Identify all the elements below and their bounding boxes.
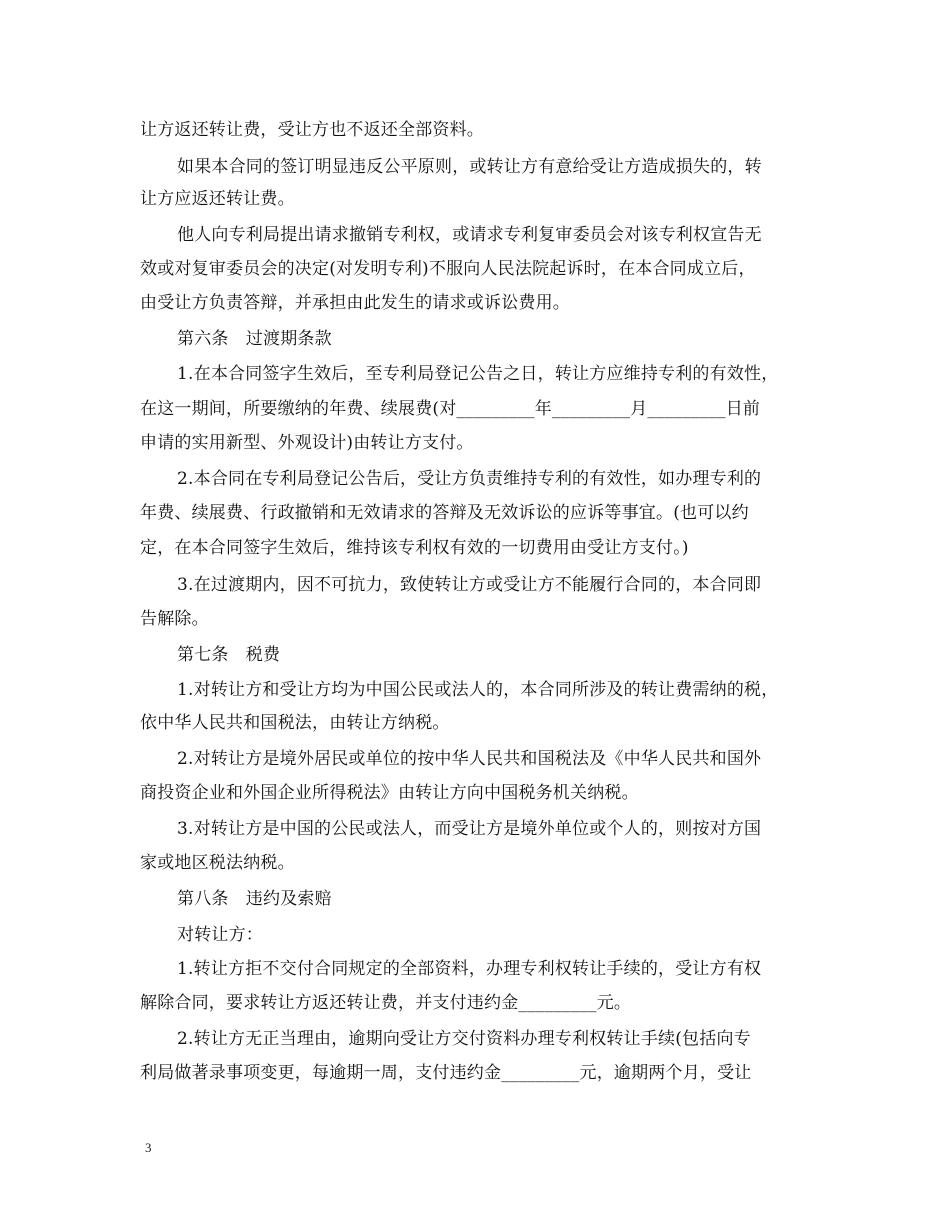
text-line: 效或对复审委员会的决定(对发明专利)不服向人民法院起诉时，在本合同成立后， [140,259,756,279]
text-line: 家或地区税法纳税。 [140,853,295,873]
text-line: 让方应返还转让费。 [140,189,295,209]
text-line: 依中华人民共和国税法，由转让方纳税。 [140,713,450,733]
text-line: 让方返还转让费，受让方也不返还全部资料。 [140,120,484,140]
text-line: 告解除。 [140,609,209,629]
section-heading: 第八条 违约及索赔 [177,889,332,909]
text-line: 1.在本合同签字生效后，至专利局登记公告之日，转让方应维持专利的有效性， [177,364,779,384]
section-heading: 第七条 税费 [177,645,281,665]
text-line: 对转让方： [177,925,263,945]
section-heading: 第六条 过渡期条款 [177,329,332,349]
text-line: 如果本合同的签订明显违反公平原则，或转让方有意给受让方造成损失的，转 [177,157,762,177]
text-line: 2.本合同在专利局登记公告后，受让方负责维持专利的有效性，如办理专利的 [177,469,762,489]
text-line: 利局做著录事项变更，每逾期一周，支付违约金_________元，逾期两个月，受让 [140,1063,752,1083]
text-line: 解除合同，要求转让方返还转让费，并支付违约金_________元。 [140,993,632,1013]
text-line: 3.对转让方是中国的公民或法人，而受让方是境外单位或个人的，则按对方国 [177,819,762,839]
text-line: 年费、续展费、行政撤销和无效请求的答辩及无效诉讼的应诉等事宜。(也可以约 [140,503,749,523]
text-line: 1.转让方拒不交付合同规定的全部资料，办理专利权转让手续的，受让方有权 [177,959,762,979]
text-line: 商投资企业和外国企业所得税法》由转让方向中国税务机关纳税。 [140,783,639,803]
text-line: 1.对转让方和受让方均为中国公民或法人的，本合同所涉及的转让费需纳的税， [177,680,779,700]
text-line: 定，在本合同签字生效后，维持该专利权有效的一切费用由受让方支付。) [140,538,689,558]
text-line: 在这一期间，所要缴纳的年费、续展费(对_________年_________月_________日前 [140,399,761,419]
text-line: 由受让方负责答辩，并承担由此发生的请求或诉讼费用。 [140,293,570,313]
text-line: 2.对转让方是境外居民或单位的按中华人民共和国税法及《中华人民共和国外 [177,749,762,769]
page-number: 3 [145,1140,152,1155]
text-line: 2.转让方无正当理由，逾期向受让方交付资料办理专利权转让手续(包括向专 [177,1029,751,1049]
text-line: 他人向专利局提出请求撤销专利权，或请求专利复审委员会对该专利权宣告无 [177,225,762,245]
text-line: 3.在过渡期内，因不可抗力，致使转让方或受让方不能履行合同的，本合同即 [177,575,762,595]
text-line: 申请的实用新型、外观设计)由转让方支付。 [140,433,474,453]
